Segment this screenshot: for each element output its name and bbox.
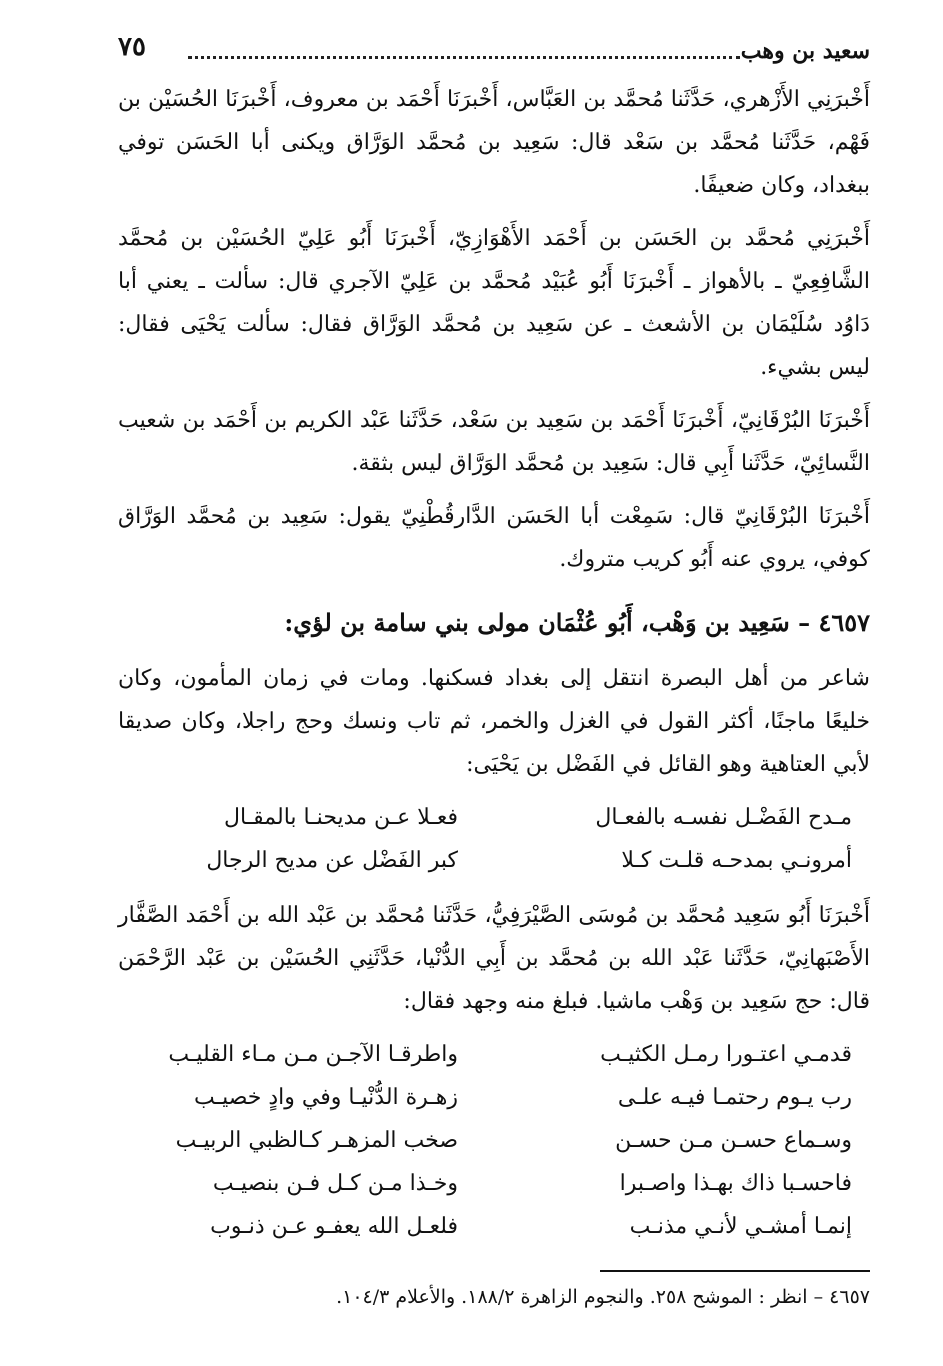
main-text xyxy=(118,78,870,1312)
paragraph: أَخْبرَنَا البُرْقَانِيّ، أَخْبرَنَا أَحْمَد بن سَعِيد بن سَعْد، حَدَّثَنا عَبْد الكريم بن أَحْمَد بن شعيب النَّسائِيّ، حَدَّثَنا أَبِي قال: سَعِيد بن مُحمَّد الوَرَّاق ليس بثقة. xyxy=(118,408,870,476)
header-dot-leader xyxy=(188,56,740,59)
book-page xyxy=(118,30,870,1330)
verse-second-hemistich: زهـرة الدُّنْيـا وفي وادٍ خصيـب xyxy=(194,1085,458,1110)
verse-first-hemistich: أمرونـي بمدحـه قلـت كـلا xyxy=(621,848,852,873)
verse-first-hemistich: وسـماع حسـن مـن حسـن xyxy=(615,1128,852,1153)
verse-block xyxy=(118,796,870,882)
paragraph: أَخْبرَنِي مُحمَّد بن الحَسَن بن أَحْمَد الأَهْوَازِيّ، أَخْبرَنَا أَبُو عَلِيّ الحُسَيْن بن مُحمَّد الشَّافِعِيّ ـ بالأهواز ـ أَخْبرَنَا أَبُو عُبَيْد مُحمَّد بن عَلِيّ الآجري قال: سألت ـ يعني أبا دَاوُد سُلَيْمَان بن الأشعث ـ عن سَعِيد بن مُحمَّد الوَرَّاق فقال: سألت يَحْيَى فقال: ليس بشيء. xyxy=(118,226,870,380)
verse-line xyxy=(118,1033,870,1076)
verse-first-hemistich: قدمـي اعتـورا رمـل الكثيـب xyxy=(600,1042,852,1067)
running-head: سعيد بن وهب xyxy=(740,38,870,64)
verse-line xyxy=(118,1119,870,1162)
verse-first-hemistich: فاحسـبا ذاك بهـذا واصـبرا xyxy=(619,1171,852,1196)
verse-block xyxy=(118,1033,870,1248)
verse-second-hemistich: كبر الفَضْل عن مديح الرجال xyxy=(206,848,458,873)
verse-first-hemistich: مـدح الفَضْـل نفسـه بالفعـال xyxy=(595,805,852,830)
page-number: ٧٥ xyxy=(118,32,146,62)
verse-second-hemistich: فلعـل الله يعفـو عـن ذنـوب xyxy=(210,1214,458,1239)
paragraph: أَخْبرَنِي الأَزْهري، حَدَّثَنا مُحمَّد بن العَبَّاس، أَخْبرَنَا أَحْمَد بن معروف، أَخْبرَنَا الحُسَيْن بن فَهْم، حَدَّثَنا مُحمَّد بن سَعْد قال: سَعِيد بن مُحمَّد الوَرَّاق ويكنى أبا الحَسَن توفي ببغداد، وكان ضعيفًا. xyxy=(118,87,870,198)
footnote: ٤٦٥٧ – انظر : الموشح ٢٥٨. والنجوم الزاهرة ١٨٨/٢. والأعلام ١٠٤/٣. xyxy=(336,1286,870,1308)
footnote-divider xyxy=(600,1270,870,1272)
paragraph: أَخْبرَنَا البُرْقَانِيّ قال: سَمِعْت أبا الحَسَن الدَّارقُطْنِيّ يقول: سَعِيد بن مُحمَّد الوَرَّاق كوفي، يروي عنه أَبُو كريب متروك. xyxy=(118,504,870,572)
paragraph: شاعر من أهل البصرة انتقل إلى بغداد فسكنها. ومات في زمان المأمون، وكان خليعًا ماجنًا، أكثر القول في الغزل والخمر، ثم تاب ونسك وحج راجلا، وكان صديقا لأبي العتاهية وهو القائل في الفَضْل بن يَحْيَى: xyxy=(118,666,870,777)
verse-line xyxy=(118,1162,870,1205)
verse-line xyxy=(118,839,870,882)
verse-second-hemistich: وخـذا مـن كـل فـن بنصيـب xyxy=(212,1171,458,1196)
page-header xyxy=(118,30,870,70)
verse-first-hemistich: إنمـا أمشـي لأنـي مذنـب xyxy=(629,1214,852,1239)
verse-second-hemistich: صخب المزهـر كـالظبي الربيـب xyxy=(175,1128,458,1153)
verse-line xyxy=(118,1076,870,1119)
verse-second-hemistich: فعـلا عـن مديحنـا بالمقـال xyxy=(224,805,458,830)
entry-heading: ٤٦٥٧ – سَعِيد بن وَهْب، أَبُو عُثْمَان مولى بني سامة بن لؤي: xyxy=(284,608,870,637)
verse-line xyxy=(118,1205,870,1248)
verse-first-hemistich: رب يـوم رحتمـا فيـه علـى xyxy=(617,1085,852,1110)
paragraph: أَخْبرَنَا أَبُو سَعِيد مُحمَّد بن مُوسَى الصَّيْرَفِيُّ، حَدَّثَنا مُحمَّد بن عَبْد الله بن أَحْمَد الصَّفَّار الأَصْبَهانِيّ، حَدَّثَنا عَبْد الله بن مُحمَّد بن أَبِي الدُّنْيا، حَدَّثَنِي الحُسَيْن بن عَبْد الرَّحْمَن قال: حج سَعِيد بن وَهْب ماشيا. فبلغ منه وجهد فقال: xyxy=(118,903,870,1014)
verse-line xyxy=(118,796,870,839)
verse-second-hemistich: واطرقـا الآجـن مـن مـاء القليـب xyxy=(168,1042,458,1067)
